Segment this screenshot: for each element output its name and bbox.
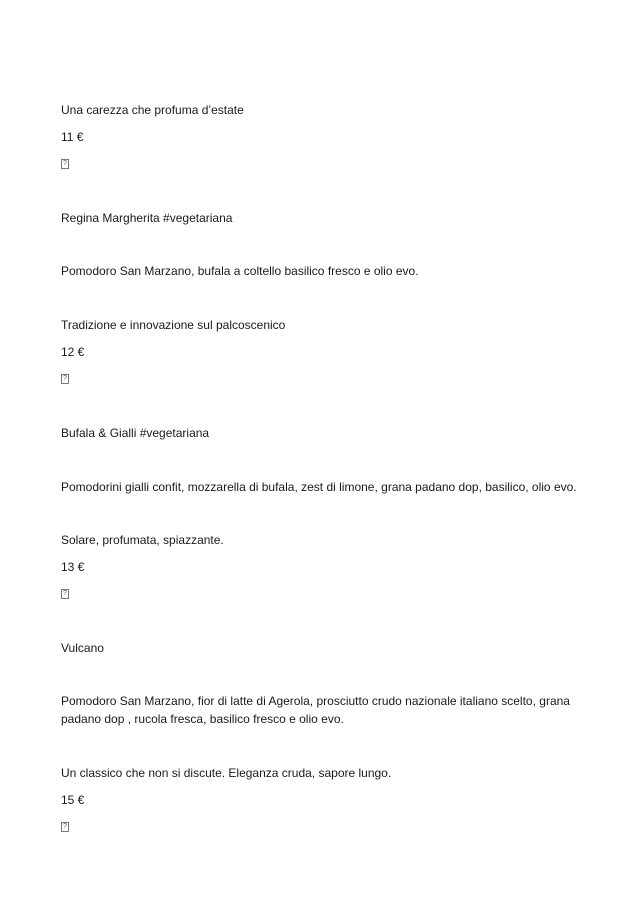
item-price: 13 €	[61, 560, 85, 574]
item-tagline: Una carezza che profuma d’estate	[61, 103, 244, 117]
item-ingredients: Pomodorini gialli confit, mozzarella di bufala, zest di limone, grana padano dop, basilico, olio evo.	[61, 480, 577, 494]
item-price: 11 €	[61, 130, 84, 144]
item-name: Bufala & Gialli #vegetariana	[61, 426, 210, 440]
item-name: Regina Margherita #vegetariana	[61, 211, 233, 225]
missing-image-icon: ?	[61, 822, 69, 832]
item-price: 12 €	[61, 345, 85, 359]
item-price: 15 €	[61, 793, 85, 807]
item-tagline: Un classico che non si discute. Eleganza cruda, sapore lungo.	[61, 766, 392, 780]
item-tagline: Solare, profumata, spiazzante.	[61, 533, 224, 547]
missing-image-icon: ?	[61, 159, 69, 169]
item-ingredients: Pomodoro San Marzano, bufala a coltello basilico fresco e olio evo.	[61, 264, 419, 278]
item-name: Vulcano	[61, 641, 104, 655]
item-tagline: Tradizione e innovazione sul palcoscenico	[61, 318, 286, 332]
missing-image-icon: ?	[61, 374, 69, 384]
missing-image-icon: ?	[61, 589, 69, 599]
item-ingredients: Pomodoro San Marzano, fior di latte di Agerola, prosciutto crudo nazionale italiano scelto, grana padano dop , rucola fresca, basilico fresco e olio evo.	[61, 694, 570, 726]
